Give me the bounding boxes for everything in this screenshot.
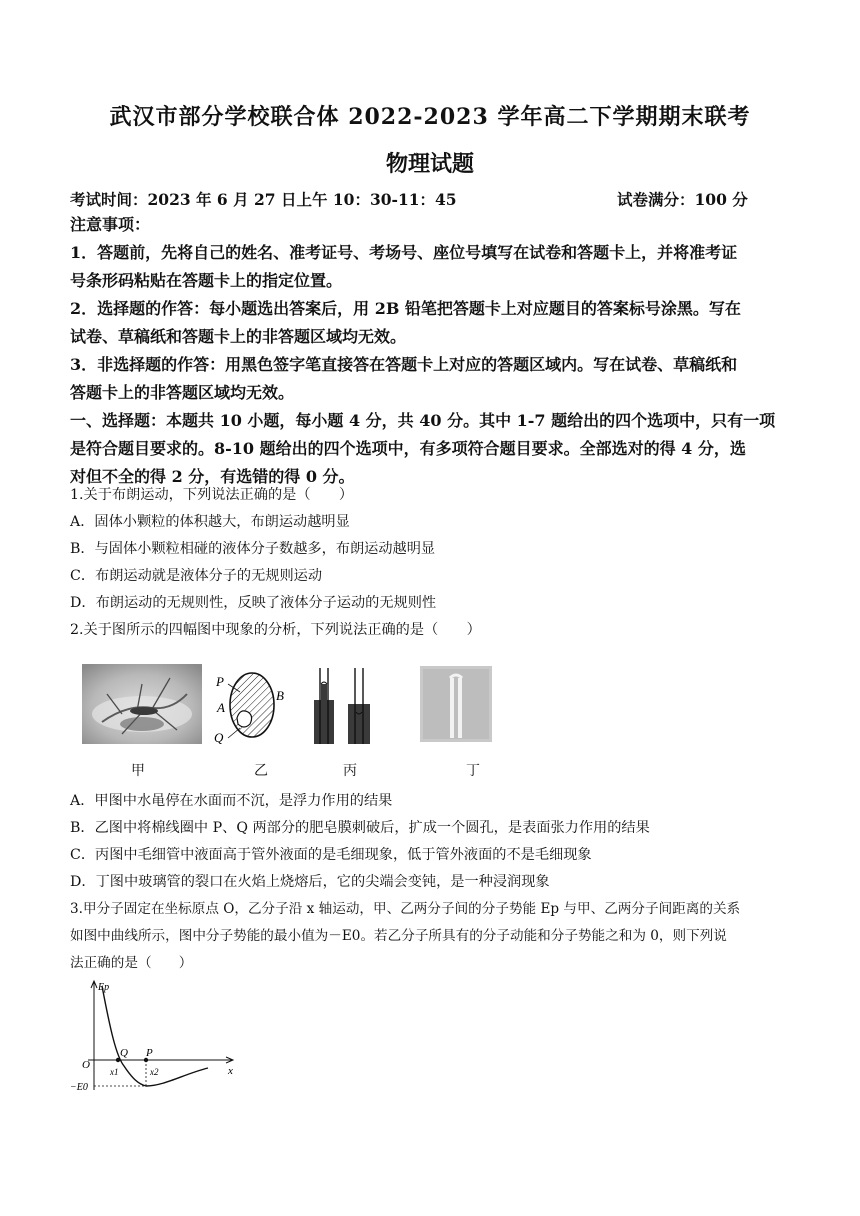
option-d: D．布朗运动的无规则性，反映了液体分子运动的无规则性 <box>70 595 437 611</box>
question-stem: 2.关于图所示的四幅图中现象的分析，下列说法正确的是（ ） <box>70 622 481 638</box>
notice-line: 试卷、草稿纸和答题卡上的非答题区域均无效。 <box>70 327 407 346</box>
question-line: 3.甲分子固定在坐标原点 O，乙分子沿 x 轴运动，甲、乙两分子间的分子势能 Ep 与甲、乙两分子间距离的关系 <box>70 901 741 917</box>
capillary-tubes-diagram <box>308 666 378 746</box>
question-line: 如图中曲线所示，图中分子势能的最小值为－E0。若乙分子所具有的分子动能和分子势能之和为 0，则下列说 <box>70 928 727 944</box>
section-instructions <box>70 407 792 491</box>
point-q-label: Q <box>120 1047 128 1059</box>
caption-ding: 丁 <box>466 763 480 779</box>
question-line: 法正确的是（ ） <box>70 955 193 971</box>
full-score: 试卷满分：100 分 <box>617 190 748 209</box>
exam-subtitle: 物理试题 <box>385 151 474 177</box>
question-2-options <box>70 789 792 894</box>
label-q: Q <box>214 730 224 745</box>
question-1 <box>70 483 792 615</box>
figure-yi-diagram <box>210 660 290 750</box>
section-line: 是符合题目要求的。8-10 题给出的四个选项中，有多项符合题目要求。全部选对的得 4 分，选 <box>70 439 746 458</box>
section-line: 对但不全的得 2 分，有选错的得 0 分。 <box>70 467 355 486</box>
ep-curve-graph <box>68 978 248 1098</box>
option-a: A．固体小颗粒的体积越大，布朗运动越明显 <box>70 514 350 530</box>
neg-e0-label: −E0 <box>70 1082 88 1093</box>
question-3 <box>70 897 792 975</box>
option-a: A．甲图中水黾停在水面而不沉，是浮力作用的结果 <box>70 793 393 809</box>
x-axis-label: x <box>228 1065 233 1077</box>
notice-line: 答题卡上的非答题区域均无效。 <box>70 383 295 402</box>
question-2-stem <box>70 618 792 642</box>
exam-title: 武汉市部分学校联合体 2022-2023 学年高二下学期期末联考 <box>109 104 751 130</box>
option-b: B．乙图中将棉线圈中 P、Q 两部分的肥皂膜刺破后，扩成一个圆孔，是表面张力作用的结果 <box>70 820 650 836</box>
caption-bing: 丙 <box>343 763 357 779</box>
point-p-label: P <box>146 1047 153 1059</box>
notice-heading: 注意事项： <box>70 215 151 234</box>
notice-line: 1．答题前，先将自己的姓名、准考证号、考场号、座位号填写在试卷和答题卡上，并将准考证 <box>70 243 738 262</box>
soap-film-diagram <box>210 660 290 750</box>
section-line: 一、选择题：本题共 10 小题，每小题 4 分，共 40 分。其中 1-7 题给出的四个选项中，只有一项 <box>70 411 776 430</box>
figure-jia-photo <box>82 664 202 744</box>
label-p: P <box>216 674 224 689</box>
caption-yi: 乙 <box>254 763 268 779</box>
x1-label: x1 <box>110 1067 119 1077</box>
option-c: C．丙图中毛细管中液面高于管外液面的是毛细现象，低于管外液面的不是毛细现象 <box>70 847 592 863</box>
water-strider-image <box>82 664 202 744</box>
label-a: A <box>217 700 225 715</box>
label-b: B <box>276 688 284 703</box>
notice-line: 号条形码粘贴在答题卡上的指定位置。 <box>70 271 343 290</box>
axis-label-ep: Ep <box>98 982 110 993</box>
question-stem: 1.关于布朗运动，下列说法正确的是（ ） <box>70 487 354 503</box>
potential-energy-graph <box>68 978 248 1098</box>
option-d: D．丁图中玻璃管的裂口在火焰上烧熔后，它的尖端会变钝，是一种浸润现象 <box>70 874 550 890</box>
figure-bing-diagram <box>308 666 378 746</box>
glass-tube-image <box>420 666 492 742</box>
x2-label: x2 <box>150 1067 159 1077</box>
exam-time: 考试时间：2023 年 6 月 27 日上午 10：30-11：45 <box>70 190 457 209</box>
origin-label: O <box>82 1059 90 1071</box>
figure-ding-photo <box>420 666 492 742</box>
option-b: B．与固体小颗粒相碰的液体分子数越多，布朗运动越明显 <box>70 541 436 557</box>
notice-line: 2．选择题的作答：每小题选出答案后，用 2B 铅笔把答题卡上对应题目的答案标号涂黑。写在 <box>70 299 741 318</box>
notice-line: 3．非选择题的作答：用黑色签字笔直接答在答题卡上对应的答题区域内。写在试卷、草稿纸和 <box>70 355 738 374</box>
notice-block <box>70 211 792 407</box>
caption-jia: 甲 <box>131 763 145 779</box>
option-c: C．布朗运动就是液体分子的无规则运动 <box>70 568 323 584</box>
